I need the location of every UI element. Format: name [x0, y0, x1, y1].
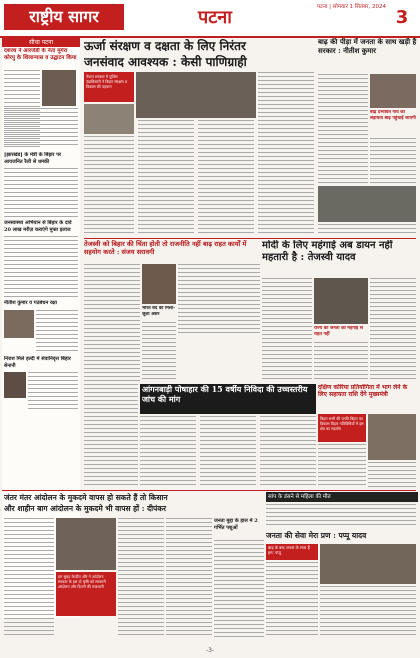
- group-photo: [4, 310, 34, 338]
- bottom-headline-1: जंतर मंतर आंदोलन के मुकदमे वापस हो सकते हैं तो किसान: [4, 493, 168, 502]
- newspaper-logo: राष्ट्रीय सागर: [4, 4, 124, 30]
- meeting-photo: [136, 72, 256, 118]
- left-story1-title: दशरथ ने आरजेडी के नेता मुंगेरा कोरपु के शिलान्यास व उद्घाटन किया: [4, 48, 77, 61]
- modi-sub: राज्य की जनता को महंगाई से राहत नहीं: [314, 326, 363, 337]
- lead-body-col1: [84, 136, 134, 236]
- page-city-title: पटना: [198, 7, 232, 28]
- anganwadi-headline: आंगनबाड़ी पोषाहार की 15 वर्षीय निविदा की उच्चस्तरीय जांच की मांग: [142, 385, 308, 404]
- right-top-body3: [318, 224, 416, 236]
- sanjay-photo: [142, 264, 176, 304]
- cm-meeting-photo: [368, 414, 416, 460]
- left-story4-title: नीतीश कुमार व गठबंधन रक्षा: [4, 300, 57, 306]
- lead-body-col4: [258, 72, 314, 236]
- divider: [84, 238, 416, 239]
- snake-headline: सांप के डंसने से महिला की मौत: [266, 492, 418, 502]
- pappu-photo: [320, 544, 416, 584]
- section-label: सीधा पटना: [2, 38, 80, 47]
- bottom-headline-2: और शाहीन बाग आंदोलन के मुकदमे भी वापस हों : दीपंकर: [4, 504, 167, 513]
- lead-callout-text: नेपाल सरकार मे पुलिस दंडाधिकारी ने बिहार संरक्षण व विकास की पहचान: [86, 74, 128, 89]
- left-story5-title: निराश मिले हल्दी में सेवानिवृत्त बिहार सेनानी: [4, 356, 71, 369]
- lead-body-col2: [138, 120, 194, 236]
- korea-headline: दक्षिण कोरिया प्रतियोगिता में भाग लेने के लिए सहायता राशि देंगे मुख्यमंत्री: [318, 384, 408, 398]
- anganwadi-body-1: [84, 384, 138, 488]
- modi-headline: मोदी के लिए महंगाई अब डायन नहीं महतारी है : तेजस्वी यादव: [262, 240, 393, 263]
- anganwadi-body-2: [140, 416, 196, 488]
- pappu-body-2: [320, 586, 416, 638]
- modi-body-col1: [262, 278, 312, 382]
- mid-body-col2: [178, 264, 260, 334]
- left-story2-title: [झारखंड] के मंत्री के बिहार पर आयजनित रैली से धमकी: [4, 152, 62, 165]
- right-top-headline: बाढ़ की पीड़ा में जनता के साथ खड़ी है सरकार : नीतीश कुमार: [318, 38, 417, 55]
- right-top-body2: [370, 138, 416, 184]
- pappu-body-1: [266, 562, 318, 638]
- bottom-callout-text: हम सुबह केन्द्रीय और ने आंदोलन सरकार के इस दो कृषि को सरकारी आंदोलन और दिल्ली की राजधानी: [58, 574, 106, 589]
- side-story-body: [214, 540, 264, 638]
- left-story1-body2: [4, 108, 78, 148]
- tejashwi-photo: [314, 278, 368, 324]
- cm-photo: [370, 74, 416, 108]
- lead-headline-1: ऊर्जा संरक्षण व दक्षता के लिए निरंतर: [84, 39, 246, 53]
- mid-body-col1: [84, 264, 140, 382]
- bottom-body-2: [118, 518, 164, 638]
- pappu-sub: बाढ़ के बाद जनता के साथ हैं हम: पप्पू: [268, 545, 310, 555]
- left-story4-body: [36, 310, 78, 352]
- left-story3-title: जनस्वास्थ्य अभियान से बिहार के दावे 20 लाख मरीज़ कराएंगे मुफ्त इलाज: [4, 220, 72, 233]
- snake-body: [266, 504, 416, 528]
- modi-body-col2: [370, 278, 416, 382]
- bottom-body-3: [166, 518, 212, 638]
- modi-body-col3: [314, 342, 368, 382]
- left-story2-body: [4, 168, 78, 218]
- mid-body-col3: [142, 322, 176, 382]
- date-line: पटना | सोमवार 1 सितंबर, 2024: [316, 4, 386, 10]
- lead-body-col3: [198, 120, 254, 236]
- mid-story-title: भारत बंद का मिला-जुला असर: [142, 306, 175, 317]
- right-pull-quote: बाढ़ प्रभावित गांव को सहायता बाढ़ पहुंचाई जाएगी: [370, 110, 416, 121]
- korea-body: [318, 444, 366, 488]
- page-number: 3: [395, 7, 409, 28]
- anganwadi-body-3: [200, 416, 256, 488]
- korea-body2: [368, 462, 416, 488]
- audience-photo: [84, 104, 134, 134]
- right-top-body: [318, 74, 368, 184]
- portrait-photo: [4, 372, 26, 398]
- bottom-body-1: [4, 518, 54, 638]
- pappu-headline: जनता की सेवा मेरा प्रण : पप्पू यादव: [266, 531, 367, 540]
- left-story5-body: [28, 372, 78, 412]
- korea-callout-text: बिहार सभी की प्रगति बिहार का विकास विहार गतिविधियों में इस क्षेत्र का सहयोग: [320, 416, 364, 431]
- footer-page-mark: -3-: [205, 647, 215, 654]
- mid-headline: तेजस्वी को बिहार की चिंता होती तो राजनीति नहीं बाढ़ राहत कार्यों में सहयोग करते : संजय सरावगी: [84, 240, 247, 256]
- dipankar-photo: [56, 518, 116, 570]
- side-story-title: जनता मुद्दा के हाल में 2 गर्भित पशुओं: [214, 518, 258, 531]
- left-story3-body: [4, 236, 78, 298]
- anganwadi-body-4: [260, 416, 316, 488]
- flood-photo: [318, 186, 416, 222]
- person-photo: [42, 70, 76, 106]
- divider: [2, 490, 416, 491]
- lead-headline-2: जनसंवाद आवश्यक : केसी पाणिग्राही: [84, 55, 247, 69]
